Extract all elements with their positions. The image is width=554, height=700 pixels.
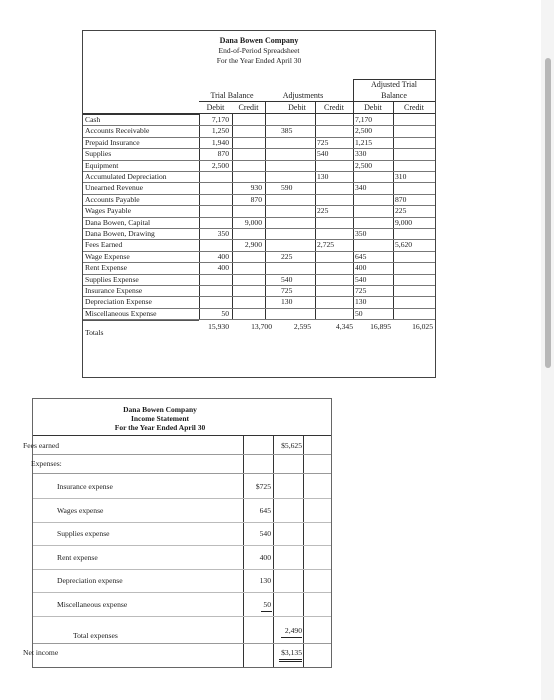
trial-balance-header: Trial Balance xyxy=(210,91,254,100)
adjustments-header: Adjustments xyxy=(282,91,324,100)
income-row-rule xyxy=(33,592,331,593)
table-cell: 400 xyxy=(355,263,367,273)
account-name-cell: Miscellaneous Expense xyxy=(85,308,157,318)
table-cell: 400 xyxy=(217,251,229,261)
account-name-cell: Unearned Revenue xyxy=(85,183,143,193)
atb-credit-header: Credit xyxy=(404,103,424,112)
table-cell: 2,725 xyxy=(317,240,335,250)
table-cell: 2,500 xyxy=(355,126,373,136)
fees-earned-value: $5,625 xyxy=(281,441,302,450)
total-underline xyxy=(281,637,302,638)
account-name-cell: Accounts Receivable xyxy=(85,126,150,136)
scrollbar-thumb[interactable] xyxy=(545,58,551,368)
income-row-rule xyxy=(33,545,331,546)
table-row-rule xyxy=(83,262,435,263)
account-name-cell: Wages Payable xyxy=(85,206,131,216)
table-cell: 2,500 xyxy=(211,160,229,170)
table-cell: 50 xyxy=(355,308,363,318)
table-row-rule xyxy=(83,251,435,252)
income-col-divider-1 xyxy=(243,435,244,667)
table-cell: 725 xyxy=(281,286,293,295)
table-cell: 870 xyxy=(217,149,229,159)
expense-label: Wages expense xyxy=(57,505,104,515)
income-period: For the Year Ended April 30 xyxy=(114,423,206,432)
fees-earned-label: Fees earned xyxy=(23,441,60,450)
table-cell: 590 xyxy=(281,183,293,193)
expense-label: Rent expense xyxy=(57,552,98,562)
totals-cell: 4,345 xyxy=(335,322,353,332)
subtotal-underline xyxy=(261,611,272,612)
tb-debit-header: Debit xyxy=(206,103,225,112)
expense-value: 400 xyxy=(259,552,271,562)
table-cell: 1,940 xyxy=(211,137,229,147)
table-cell: 725 xyxy=(355,286,367,295)
table-cell: 350 xyxy=(355,229,367,238)
net-income-label: Net income xyxy=(23,648,59,657)
income-row-rule xyxy=(33,643,331,644)
income-row-rule xyxy=(33,569,331,570)
income-title: Income Statement xyxy=(130,414,190,423)
account-name-cell: Supplies xyxy=(85,149,112,159)
income-col-divider-3 xyxy=(303,435,304,667)
header-rule xyxy=(199,101,435,102)
table-cell: 870 xyxy=(250,194,262,204)
net-income-value: $3,135 xyxy=(281,648,302,657)
totals-cell: 13,700 xyxy=(251,322,272,332)
table-cell: 350 xyxy=(217,229,229,238)
expense-value: $725 xyxy=(255,482,271,491)
income-statement xyxy=(23,398,332,668)
header-divider-adj xyxy=(315,101,316,113)
expense-label: Depreciation expense xyxy=(57,576,123,585)
spreadsheet-company: Dana Bowen Company xyxy=(219,36,299,45)
account-name-cell: Insurance Expense xyxy=(85,286,143,295)
adjusted-trial-header-line1: Adjusted Trial xyxy=(370,80,417,89)
table-cell: 540 xyxy=(355,274,367,284)
totals-cell: 2,595 xyxy=(293,322,311,332)
expense-label: Miscellaneous expense xyxy=(57,599,128,609)
table-cell: 385 xyxy=(281,126,293,136)
table-cell: 540 xyxy=(281,274,293,284)
income-row-rule xyxy=(33,498,331,499)
table-cell: 540 xyxy=(317,149,329,159)
totals-label: Totals xyxy=(85,328,104,338)
table-row-rule xyxy=(83,148,435,149)
net-double-underline-2 xyxy=(279,661,302,662)
header-divider-atb xyxy=(353,79,354,113)
net-double-underline-1 xyxy=(279,659,302,660)
table-cell: 645 xyxy=(355,251,367,261)
income-row-rule xyxy=(33,473,331,474)
totals-cell: 16,895 xyxy=(370,322,391,332)
account-name-cell: Rent Expense xyxy=(85,263,127,273)
account-name-cell: Equipment xyxy=(85,160,119,170)
table-cell: 5,620 xyxy=(395,240,413,250)
expense-value: 540 xyxy=(259,529,271,538)
table-cell: 310 xyxy=(395,172,407,181)
table-cell: 930 xyxy=(250,183,262,193)
end-of-period-spreadsheet xyxy=(82,30,436,378)
table-cell: 130 xyxy=(355,297,367,307)
table-cell: 130 xyxy=(317,172,329,181)
table-cell: 225 xyxy=(395,206,407,216)
expense-label: Insurance expense xyxy=(57,482,113,491)
income-header-rule xyxy=(33,435,331,436)
expenses-label: Expenses: xyxy=(31,459,62,468)
header-rule-top xyxy=(353,79,435,80)
totals-rule xyxy=(83,320,199,321)
income-row-rule xyxy=(33,616,331,617)
table-cell: 340 xyxy=(355,183,367,193)
account-name-cell: Accounts Payable xyxy=(85,194,140,204)
income-row-rule xyxy=(33,454,331,455)
table-row-rule xyxy=(83,160,435,161)
adj-credit-header: Credit xyxy=(324,103,344,112)
total-expenses-value: 2,490 xyxy=(284,626,302,635)
header-divider-tb xyxy=(265,101,266,113)
account-name-cell: Dana Bowen, Capital xyxy=(85,217,151,227)
table-cell: 1,250 xyxy=(211,126,229,136)
total-expenses-label: Total expenses xyxy=(73,631,118,640)
spreadsheet-title: End-of-Period Spreadsheet xyxy=(218,46,300,55)
table-row-rule xyxy=(83,205,435,206)
account-col-top xyxy=(83,114,199,115)
table-cell: 2,900 xyxy=(244,240,262,250)
expense-value: 645 xyxy=(259,505,271,515)
account-name-cell: Wage Expense xyxy=(85,251,130,261)
account-name-cell: Dana Bowen, Drawing xyxy=(85,229,155,238)
account-name-cell: Accumulated Depreciation xyxy=(85,172,167,181)
table-cell: 400 xyxy=(217,263,229,273)
table-cell: 225 xyxy=(317,206,329,216)
table-cell: 225 xyxy=(281,251,293,261)
account-name-cell: Depreciation Expense xyxy=(85,297,152,307)
tb-credit-header: Credit xyxy=(238,103,259,112)
table-cell: 130 xyxy=(281,297,293,307)
table-cell: 7,170 xyxy=(355,115,373,124)
adj-debit-header: Debit xyxy=(288,103,306,112)
table-cell: 870 xyxy=(395,194,407,204)
atb-debit-header: Debit xyxy=(364,103,382,112)
table-cell: 2,500 xyxy=(355,160,373,170)
account-name-cell: Supplies Expense xyxy=(85,274,139,284)
expense-label: Supplies expense xyxy=(57,529,110,538)
table-cell: 725 xyxy=(317,137,329,147)
totals-cell: 15,930 xyxy=(208,322,229,332)
expense-value: 130 xyxy=(259,576,271,585)
table-cell: 330 xyxy=(355,149,367,159)
table-cell: 9,000 xyxy=(244,217,262,227)
account-name-cell: Prepaid Insurance xyxy=(85,137,140,147)
account-name-cell: Fees Earned xyxy=(85,240,123,250)
table-cell: 9,000 xyxy=(395,217,413,227)
table-cell: 1,215 xyxy=(355,137,373,147)
table-cell: 50 xyxy=(221,308,229,318)
income-row-rule xyxy=(33,522,331,523)
totals-cell: 16,025 xyxy=(412,322,433,332)
adjusted-trial-header-line2: Balance xyxy=(381,91,407,100)
income-company: Dana Bowen Company xyxy=(123,405,197,414)
header-divider-atb2 xyxy=(393,101,394,113)
spreadsheet-period: For the Year Ended April 30 xyxy=(216,56,302,65)
expense-value: 50 xyxy=(263,599,271,609)
account-name-cell: Cash xyxy=(85,115,101,124)
table-cell: 7,170 xyxy=(211,115,229,124)
